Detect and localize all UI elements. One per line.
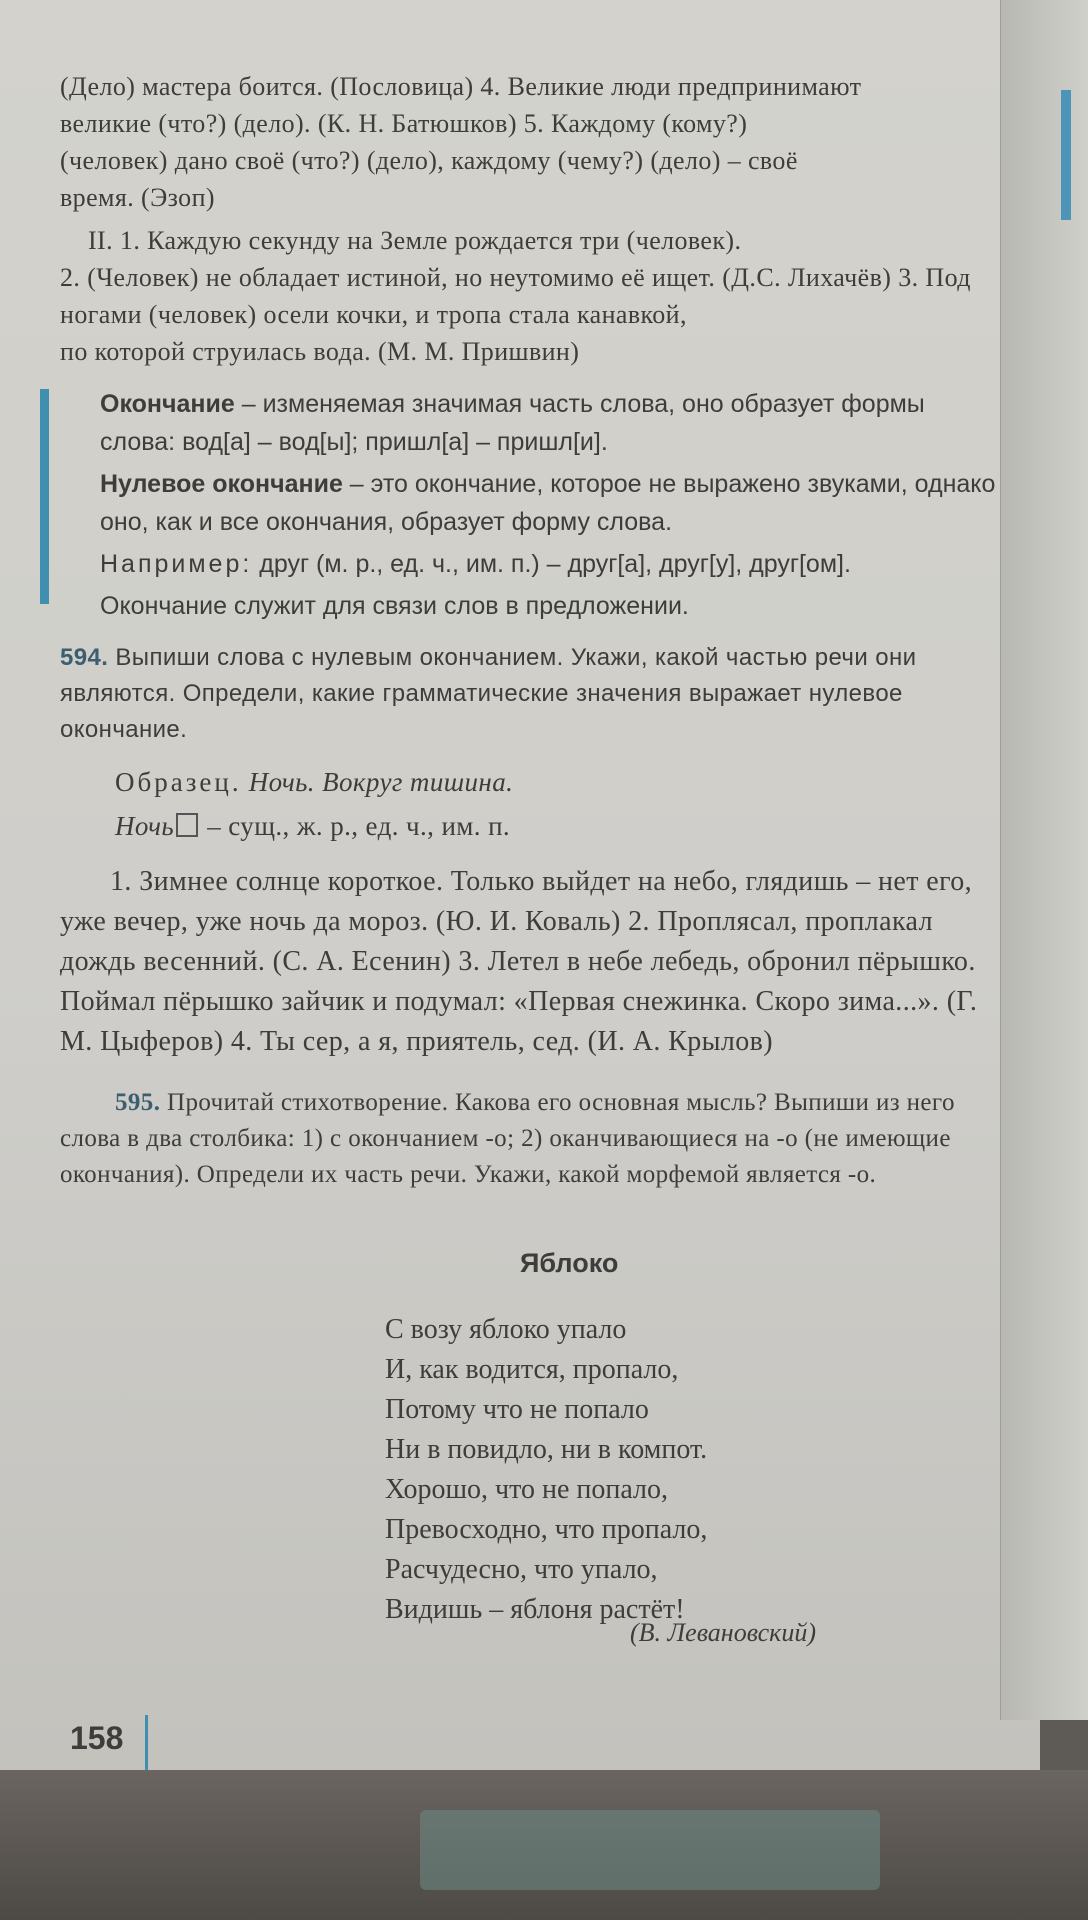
term-ending: Окончание: [100, 390, 235, 418]
task-number: 595.: [115, 1089, 161, 1116]
text-line: (человек) дано своё (что?) (дело), каждому (чему?) (дело) – своё: [60, 146, 798, 175]
text-line: II. 1. Каждую секунду на Земле рождается три (человек).: [88, 226, 742, 255]
example-label: Например:: [100, 550, 253, 578]
rule-ending-definition: [100, 385, 1000, 461]
poem-line: С возу яблоко упало: [385, 1314, 627, 1345]
task-number: 594.: [60, 644, 109, 671]
definition-text: – это окончание, которое не выражено звуками, однако оно, как и все окончания, образует форму слова.: [100, 470, 996, 536]
rule-note: Окончание служит для связи слов в предложении.: [100, 592, 689, 620]
next-page-accent-bar: [1061, 90, 1071, 220]
task-595-instructions: [60, 1085, 1000, 1193]
poem-author: (В. Левановский): [630, 1618, 816, 1647]
definition-text: – изменяемая значимая часть слова, оно образует формы слова: вод[а] – вод[ы]; пришл[а] – пришл[и].: [100, 390, 925, 456]
page-number: 158: [70, 1720, 124, 1756]
task-594-instructions: [60, 640, 1000, 748]
poem-line: Ни в повидло, ни в компот.: [385, 1434, 708, 1465]
poem-line: И, как водится, пропало,: [385, 1354, 679, 1385]
example-text: друг (м. р., ед. ч., им. п.) – друг[а], друг[у], друг[ом].: [252, 550, 851, 578]
page-number-divider: [145, 1715, 148, 1770]
exercise-text: 1. Зимнее солнце короткое. Только выйдет на небо, глядишь – нет его, уже вечер, уже ночь да мороз. (Ю. И. Коваль) 2. Проплясал, проплакал дождь весенний. (С. А. Есенин) 3. Летел в небе лебедь, обронил пёрышко. Поймал пёрышко зайчик и подумал: «Первая снежинка. Скоро зима...». (Г. М. Цыферов) 4. Ты сер, а я, приятель, сед. (И. А. Крылов): [60, 866, 978, 1057]
background-surface: [0, 1770, 1088, 1920]
sample-word: Ночь: [115, 811, 175, 841]
task-text: Выпиши слова с нулевым окончанием. Укажи, какой частью речи они являются. Определи, какие грамматические значения выражает нулевое окончание.: [60, 644, 917, 743]
term-zero-ending: Нулевое окончание: [100, 470, 343, 498]
poem-line: Видишь – яблоня растёт!: [385, 1594, 685, 1625]
text-line: великие (что?) (дело). (К. Н. Батюшков) 5. Каждому (кому?): [60, 109, 748, 138]
exercise-continuation: [60, 68, 1000, 370]
sample-analysis: – сущ., ж. р., ед. ч., им. п.: [200, 811, 511, 841]
poem-line: Превосходно, что пропало,: [385, 1514, 708, 1545]
rule-zero-ending-definition: [100, 465, 1000, 541]
rule-box: [40, 385, 1000, 629]
text-line: по которой струилась вода. (М. М. Пришвин): [60, 337, 580, 366]
next-page-edge: [1000, 0, 1088, 1720]
text-line: (Дело) мастера боится. (Пословица) 4. Великие люди предпринимают: [60, 72, 862, 101]
task-594-sample: [115, 760, 995, 848]
poem-line: Потому что не попало: [385, 1394, 649, 1425]
sample-label: Образец.: [115, 767, 242, 797]
poem: [385, 1310, 707, 1630]
text-line: 2. (Человек) не обладает истиной, но неутомимо её ищет. (Д.С. Лихачёв) 3. Под ногами (человек) осели кочки, и тропа стала канавкой,: [60, 263, 971, 329]
rule-example: [100, 545, 1000, 583]
zero-ending-box-icon: [176, 813, 198, 837]
poem-title: Яблоко: [520, 1248, 619, 1278]
task-text: Прочитай стихотворение. Какова его основная мысль? Выпиши из него слова в два столбика: 1) с окончанием -о; 2) оканчивающиеся на -о (не имеющие окончания). Определи их часть речи. Укажи, какой морфемой является -о.: [60, 1089, 955, 1188]
sample-text: Ночь. Вокруг тишина.: [241, 767, 514, 797]
poem-line: Хорошо, что не попало,: [385, 1474, 668, 1505]
task-594-exercise: [60, 862, 1000, 1062]
text-line: время. (Эзоп): [60, 183, 215, 212]
background-object: [420, 1810, 880, 1890]
rule-accent-bar: [40, 389, 49, 604]
poem-line: Расчудесно, что упало,: [385, 1554, 658, 1585]
